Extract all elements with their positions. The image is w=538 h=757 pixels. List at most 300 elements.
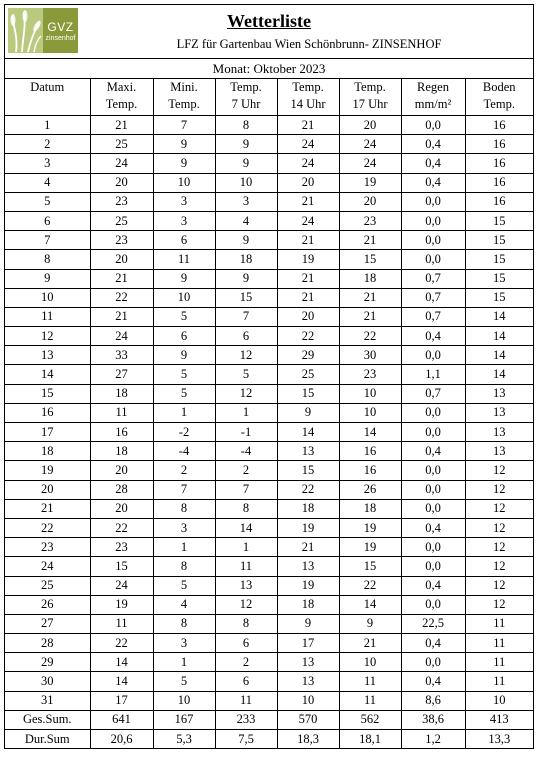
cell-max-temp: 20 xyxy=(90,499,153,518)
cell-temp-7-uhr: 6 xyxy=(215,327,277,346)
cell-regen: 0,4 xyxy=(401,672,465,691)
cell-datum: 12 xyxy=(5,327,90,346)
cell-temp-7-uhr: 8 xyxy=(215,499,277,518)
cell-regen: 0,0 xyxy=(401,557,465,576)
cell-temp-7-uhr: 10 xyxy=(215,173,277,192)
cell-regen: 8,6 xyxy=(401,691,465,710)
cell-boden-temp: 11 xyxy=(465,653,533,672)
cell-temp-7-uhr: 14 xyxy=(215,518,277,537)
cell-temp-17-uhr: 20 xyxy=(339,116,401,135)
column-header-line: Temp. xyxy=(168,97,200,111)
cell-datum: 24 xyxy=(5,557,90,576)
cell-min-temp: -2 xyxy=(153,423,215,442)
cell-temp-14-uhr: 21 xyxy=(277,538,339,557)
table-row xyxy=(5,327,533,346)
table-row xyxy=(5,346,533,365)
cell-temp-14-uhr: 13 xyxy=(277,672,339,691)
cell-min-temp: 1 xyxy=(153,538,215,557)
column-header-boden-temp xyxy=(465,79,533,116)
cell-temp-17-uhr: 23 xyxy=(339,365,401,384)
cell-min-temp: 7 xyxy=(153,480,215,499)
table-row xyxy=(5,634,533,653)
cell-datum: 26 xyxy=(5,595,90,614)
cell-temp-17-uhr: 22 xyxy=(339,327,401,346)
cell-max-temp: 15 xyxy=(90,557,153,576)
cell-min-temp: 7 xyxy=(153,116,215,135)
table-row xyxy=(5,595,533,614)
column-header-temp-17-uhr xyxy=(339,79,401,116)
cell-temp-17-uhr: 19 xyxy=(339,518,401,537)
table-row xyxy=(5,518,533,537)
cell-regen: 0,4 xyxy=(401,442,465,461)
cell-temp-17-uhr: 22 xyxy=(339,576,401,595)
table-row xyxy=(5,365,533,384)
cell-regen: 0,4 xyxy=(401,576,465,595)
cell-temp-14-uhr: 22 xyxy=(277,480,339,499)
cell-temp-14-uhr: 22 xyxy=(277,327,339,346)
cell-max-temp: 20 xyxy=(90,173,153,192)
cell-boden-temp: 14 xyxy=(465,307,533,326)
cell-boden-temp: 16 xyxy=(465,116,533,135)
cell-temp-14-uhr: 10 xyxy=(277,691,339,710)
cell-temp-7-uhr: 6 xyxy=(215,672,277,691)
cell-max-temp: 23 xyxy=(90,192,153,211)
cell-datum: 5 xyxy=(5,192,90,211)
cell-boden-temp: 13,3 xyxy=(465,730,533,749)
average-row xyxy=(5,730,533,749)
cell-temp-14-uhr: 21 xyxy=(277,192,339,211)
cell-min-temp: 10 xyxy=(153,173,215,192)
cell-max-temp: 641 xyxy=(90,710,153,729)
cell-min-temp: 9 xyxy=(153,154,215,173)
cell-max-temp: 14 xyxy=(90,672,153,691)
column-header-datum xyxy=(5,79,90,116)
table-row xyxy=(5,135,533,154)
table-row xyxy=(5,384,533,403)
cell-temp-7-uhr: 18 xyxy=(215,250,277,269)
cell-temp-7-uhr: 9 xyxy=(215,269,277,288)
table-row xyxy=(5,288,533,307)
cell-temp-14-uhr: 21 xyxy=(277,269,339,288)
cell-max-temp: 25 xyxy=(90,135,153,154)
cell-temp-17-uhr: 19 xyxy=(339,173,401,192)
cell-temp-17-uhr: 10 xyxy=(339,384,401,403)
column-header-line: Mini. xyxy=(170,80,198,94)
table-row xyxy=(5,154,533,173)
cell-datum: 27 xyxy=(5,614,90,633)
cell-max-temp: 14 xyxy=(90,653,153,672)
cell-boden-temp: 16 xyxy=(465,173,533,192)
cell-temp-17-uhr: 16 xyxy=(339,461,401,480)
cell-min-temp: 5 xyxy=(153,576,215,595)
cell-max-temp: 21 xyxy=(90,269,153,288)
cell-min-temp: 3 xyxy=(153,518,215,537)
cell-max-temp: 11 xyxy=(90,403,153,422)
cell-temp-7-uhr: 2 xyxy=(215,461,277,480)
table-row xyxy=(5,538,533,557)
table-head xyxy=(5,79,533,116)
cell-max-temp: 17 xyxy=(90,691,153,710)
cell-regen: 0,4 xyxy=(401,518,465,537)
cell-min-temp: 2 xyxy=(153,461,215,480)
cell-boden-temp: 13 xyxy=(465,442,533,461)
cell-boden-temp: 15 xyxy=(465,288,533,307)
cell-temp-17-uhr: 10 xyxy=(339,403,401,422)
column-header-line: Regen xyxy=(417,80,449,94)
cell-boden-temp: 10 xyxy=(465,691,533,710)
cell-regen: 0,0 xyxy=(401,653,465,672)
cell-boden-temp: 12 xyxy=(465,480,533,499)
cell-max-temp: 21 xyxy=(90,116,153,135)
table-row xyxy=(5,269,533,288)
table-row xyxy=(5,614,533,633)
cell-min-temp: 8 xyxy=(153,614,215,633)
cell-min-temp: 11 xyxy=(153,250,215,269)
cell-boden-temp: 12 xyxy=(465,595,533,614)
cell-temp-7-uhr: 11 xyxy=(215,557,277,576)
cell-temp-7-uhr: 233 xyxy=(215,710,277,729)
cell-regen: 0,0 xyxy=(401,403,465,422)
cell-regen: 0,0 xyxy=(401,231,465,250)
cell-min-temp: 9 xyxy=(153,135,215,154)
cell-temp-17-uhr: 21 xyxy=(339,288,401,307)
cell-min-temp: 6 xyxy=(153,231,215,250)
cell-temp-7-uhr: 4 xyxy=(215,211,277,230)
cell-max-temp: 16 xyxy=(90,423,153,442)
cell-regen: 0,0 xyxy=(401,192,465,211)
cell-datum: 14 xyxy=(5,365,90,384)
table-row xyxy=(5,576,533,595)
cell-max-temp: 18 xyxy=(90,384,153,403)
cell-boden-temp: 11 xyxy=(465,672,533,691)
cell-min-temp: 5 xyxy=(153,365,215,384)
cell-temp-7-uhr: 13 xyxy=(215,576,277,595)
cell-boden-temp: 12 xyxy=(465,576,533,595)
cell-max-temp: 27 xyxy=(90,365,153,384)
cell-boden-temp: 14 xyxy=(465,327,533,346)
column-header-line: Datum xyxy=(30,80,65,94)
logo-abbrev: GVZ xyxy=(47,19,74,34)
cell-temp-7-uhr: 8 xyxy=(215,614,277,633)
cell-boden-temp: 13 xyxy=(465,403,533,422)
cell-min-temp: 3 xyxy=(153,634,215,653)
cell-min-temp: 3 xyxy=(153,211,215,230)
cell-datum: 8 xyxy=(5,250,90,269)
cell-datum: 28 xyxy=(5,634,90,653)
table-row xyxy=(5,480,533,499)
table-row xyxy=(5,499,533,518)
cell-regen: 0,4 xyxy=(401,154,465,173)
cell-min-temp: 4 xyxy=(153,595,215,614)
cell-boden-temp: 15 xyxy=(465,269,533,288)
cell-temp-7-uhr: 8 xyxy=(215,116,277,135)
cell-regen: 0,7 xyxy=(401,269,465,288)
cell-regen: 0,7 xyxy=(401,288,465,307)
cell-max-temp: 22 xyxy=(90,518,153,537)
cell-datum: 22 xyxy=(5,518,90,537)
table-row xyxy=(5,672,533,691)
cell-datum: 17 xyxy=(5,423,90,442)
column-header-line: Boden xyxy=(482,80,516,94)
column-header-temp-7-uhr xyxy=(215,79,277,116)
cell-temp-7-uhr: 11 xyxy=(215,691,277,710)
cell-regen: 0,0 xyxy=(401,538,465,557)
cell-temp-14-uhr: 24 xyxy=(277,154,339,173)
table-row xyxy=(5,116,533,135)
table-row xyxy=(5,211,533,230)
column-header-line: Temp. xyxy=(483,97,515,111)
cell-datum: 3 xyxy=(5,154,90,173)
cell-boden-temp: 12 xyxy=(465,461,533,480)
cell-boden-temp: 12 xyxy=(465,518,533,537)
column-header-line: Temp. xyxy=(354,80,386,94)
cell-temp-14-uhr: 25 xyxy=(277,365,339,384)
cell-temp-14-uhr: 19 xyxy=(277,576,339,595)
cell-temp-17-uhr: 16 xyxy=(339,442,401,461)
cell-boden-temp: 16 xyxy=(465,192,533,211)
cell-temp-17-uhr: 15 xyxy=(339,557,401,576)
cell-temp-17-uhr: 24 xyxy=(339,154,401,173)
cell-max-temp: 19 xyxy=(90,595,153,614)
cell-temp-17-uhr: 23 xyxy=(339,211,401,230)
cell-temp-14-uhr: 20 xyxy=(277,173,339,192)
cell-temp-14-uhr: 13 xyxy=(277,653,339,672)
column-header-line: Maxi. xyxy=(106,80,137,94)
cell-min-temp: 5,3 xyxy=(153,730,215,749)
cell-regen: 0,0 xyxy=(401,116,465,135)
cell-max-temp: 21 xyxy=(90,307,153,326)
cell-temp-14-uhr: 9 xyxy=(277,403,339,422)
column-header-max-temp xyxy=(90,79,153,116)
cell-temp-7-uhr: 1 xyxy=(215,538,277,557)
cell-temp-17-uhr: 11 xyxy=(339,672,401,691)
cell-max-temp: 18 xyxy=(90,442,153,461)
column-header-regen xyxy=(401,79,465,116)
column-header-min-temp xyxy=(153,79,215,116)
table-row xyxy=(5,192,533,211)
cell-temp-17-uhr: 19 xyxy=(339,538,401,557)
cell-datum: 4 xyxy=(5,173,90,192)
cell-max-temp: 20 xyxy=(90,250,153,269)
cell-datum: 7 xyxy=(5,231,90,250)
column-header-line: mm/m² xyxy=(414,97,452,111)
cell-temp-17-uhr: 30 xyxy=(339,346,401,365)
cell-temp-14-uhr: 13 xyxy=(277,557,339,576)
cell-min-temp: 167 xyxy=(153,710,215,729)
cell-regen: 1,1 xyxy=(401,365,465,384)
cell-datum: 25 xyxy=(5,576,90,595)
cell-datum: 19 xyxy=(5,461,90,480)
cell-min-temp: 9 xyxy=(153,269,215,288)
header-row xyxy=(5,79,533,116)
cell-temp-7-uhr: 9 xyxy=(215,135,277,154)
cell-temp-14-uhr: 570 xyxy=(277,710,339,729)
cell-boden-temp: 13 xyxy=(465,384,533,403)
cell-temp-7-uhr: 7,5 xyxy=(215,730,277,749)
cell-max-temp: 25 xyxy=(90,211,153,230)
column-header-line: Temp. xyxy=(230,80,262,94)
cell-regen: 0,4 xyxy=(401,173,465,192)
cell-boden-temp: 16 xyxy=(465,154,533,173)
cell-max-temp: 24 xyxy=(90,576,153,595)
cell-datum: 30 xyxy=(5,672,90,691)
cell-temp-7-uhr: 12 xyxy=(215,346,277,365)
table-row xyxy=(5,557,533,576)
cell-temp-14-uhr: 17 xyxy=(277,634,339,653)
cell-temp-17-uhr: 14 xyxy=(339,595,401,614)
cell-datum: 23 xyxy=(5,538,90,557)
cell-temp-7-uhr: 9 xyxy=(215,154,277,173)
cell-temp-14-uhr: 29 xyxy=(277,346,339,365)
cell-temp-17-uhr: 9 xyxy=(339,614,401,633)
cell-min-temp: 5 xyxy=(153,672,215,691)
cell-temp-14-uhr: 13 xyxy=(277,442,339,461)
cell-temp-17-uhr: 18 xyxy=(339,499,401,518)
cell-datum: 31 xyxy=(5,691,90,710)
table-row xyxy=(5,691,533,710)
cell-datum: 16 xyxy=(5,403,90,422)
cell-regen: 0,0 xyxy=(401,499,465,518)
cell-min-temp: 1 xyxy=(153,403,215,422)
cell-regen: 0,0 xyxy=(401,346,465,365)
cell-temp-7-uhr: 6 xyxy=(215,634,277,653)
cell-boden-temp: 15 xyxy=(465,211,533,230)
cell-temp-17-uhr: 20 xyxy=(339,192,401,211)
cell-min-temp: 10 xyxy=(153,691,215,710)
cell-boden-temp: 12 xyxy=(465,499,533,518)
cell-min-temp: 10 xyxy=(153,288,215,307)
sheet-subtitle: LFZ für Gartenbau Wien Schönbrunn- ZINSENHOF xyxy=(176,37,442,51)
column-header-temp-14-uhr xyxy=(277,79,339,116)
cell-temp-14-uhr: 18,3 xyxy=(277,730,339,749)
cell-datum: 29 xyxy=(5,653,90,672)
cell-temp-7-uhr: 7 xyxy=(215,480,277,499)
table-row xyxy=(5,173,533,192)
cell-max-temp: 22 xyxy=(90,288,153,307)
cell-temp-14-uhr: 14 xyxy=(277,423,339,442)
cell-temp-17-uhr: 18,1 xyxy=(339,730,401,749)
cell-temp-7-uhr: -4 xyxy=(215,442,277,461)
cell-datum: 15 xyxy=(5,384,90,403)
cell-min-temp: 9 xyxy=(153,346,215,365)
cell-temp-14-uhr: 21 xyxy=(277,116,339,135)
cell-min-temp: 5 xyxy=(153,384,215,403)
cell-min-temp: 8 xyxy=(153,557,215,576)
cell-temp-14-uhr: 19 xyxy=(277,250,339,269)
cell-temp-14-uhr: 21 xyxy=(277,231,339,250)
table-row xyxy=(5,461,533,480)
cell-temp-17-uhr: 24 xyxy=(339,135,401,154)
cell-min-temp: 8 xyxy=(153,499,215,518)
cell-max-temp: 20,6 xyxy=(90,730,153,749)
cell-boden-temp: 15 xyxy=(465,231,533,250)
cell-regen: 0,0 xyxy=(401,423,465,442)
cell-min-temp: 3 xyxy=(153,192,215,211)
cell-boden-temp: 13 xyxy=(465,423,533,442)
cell-regen: 38,6 xyxy=(401,710,465,729)
cell-datum: 13 xyxy=(5,346,90,365)
cell-temp-7-uhr: 15 xyxy=(215,288,277,307)
column-header-line: Temp. xyxy=(292,80,324,94)
cell-temp-7-uhr: -1 xyxy=(215,423,277,442)
cell-boden-temp: 413 xyxy=(465,710,533,729)
cell-boden-temp: 14 xyxy=(465,365,533,384)
cell-regen: 0,4 xyxy=(401,135,465,154)
cell-datum: 21 xyxy=(5,499,90,518)
cell-max-temp: 22 xyxy=(90,634,153,653)
cell-datum: 10 xyxy=(5,288,90,307)
cell-max-temp: 11 xyxy=(90,614,153,633)
cell-datum: Dur.Sum xyxy=(5,730,90,749)
cell-temp-17-uhr: 10 xyxy=(339,653,401,672)
cell-temp-14-uhr: 19 xyxy=(277,518,339,537)
cell-max-temp: 33 xyxy=(90,346,153,365)
sheet-title: Wetterliste xyxy=(227,11,311,31)
weather-table xyxy=(5,79,533,748)
cell-temp-14-uhr: 24 xyxy=(277,135,339,154)
cell-regen: 0,0 xyxy=(401,480,465,499)
cell-regen: 1,2 xyxy=(401,730,465,749)
cell-min-temp: 6 xyxy=(153,327,215,346)
cell-temp-14-uhr: 15 xyxy=(277,461,339,480)
cell-boden-temp: 16 xyxy=(465,135,533,154)
cell-temp-14-uhr: 15 xyxy=(277,384,339,403)
table-row xyxy=(5,307,533,326)
cell-regen: 0,4 xyxy=(401,634,465,653)
cell-temp-17-uhr: 14 xyxy=(339,423,401,442)
cell-temp-7-uhr: 7 xyxy=(215,307,277,326)
cell-datum: 9 xyxy=(5,269,90,288)
cell-boden-temp: 12 xyxy=(465,557,533,576)
cell-temp-17-uhr: 11 xyxy=(339,691,401,710)
cell-temp-14-uhr: 18 xyxy=(277,595,339,614)
table-row xyxy=(5,442,533,461)
table-footer xyxy=(5,710,533,748)
cell-regen: 0,0 xyxy=(401,595,465,614)
cell-datum: 20 xyxy=(5,480,90,499)
cell-datum: 11 xyxy=(5,307,90,326)
cell-temp-7-uhr: 12 xyxy=(215,595,277,614)
sheet-header xyxy=(5,5,533,59)
cell-temp-14-uhr: 18 xyxy=(277,499,339,518)
cell-regen: 0,7 xyxy=(401,384,465,403)
cell-temp-17-uhr: 18 xyxy=(339,269,401,288)
cell-datum: 1 xyxy=(5,116,90,135)
cell-boden-temp: 12 xyxy=(465,538,533,557)
cell-boden-temp: 14 xyxy=(465,346,533,365)
cell-boden-temp: 11 xyxy=(465,614,533,633)
logo-subtext: zinsenhof xyxy=(45,34,76,42)
cell-datum: 2 xyxy=(5,135,90,154)
cell-temp-7-uhr: 1 xyxy=(215,403,277,422)
cell-temp-14-uhr: 20 xyxy=(277,307,339,326)
cell-temp-17-uhr: 21 xyxy=(339,231,401,250)
cell-temp-17-uhr: 562 xyxy=(339,710,401,729)
table-row xyxy=(5,250,533,269)
cell-min-temp: 5 xyxy=(153,307,215,326)
cell-regen: 0,0 xyxy=(401,250,465,269)
cell-max-temp: 23 xyxy=(90,538,153,557)
cell-min-temp: 1 xyxy=(153,653,215,672)
cell-regen: 0,0 xyxy=(401,461,465,480)
column-header-line: 7 Uhr xyxy=(231,97,261,111)
cell-temp-7-uhr: 3 xyxy=(215,192,277,211)
cell-max-temp: 28 xyxy=(90,480,153,499)
cell-regen: 22,5 xyxy=(401,614,465,633)
cell-datum: 18 xyxy=(5,442,90,461)
table-row xyxy=(5,403,533,422)
cell-datum: Ges.Sum. xyxy=(5,710,90,729)
